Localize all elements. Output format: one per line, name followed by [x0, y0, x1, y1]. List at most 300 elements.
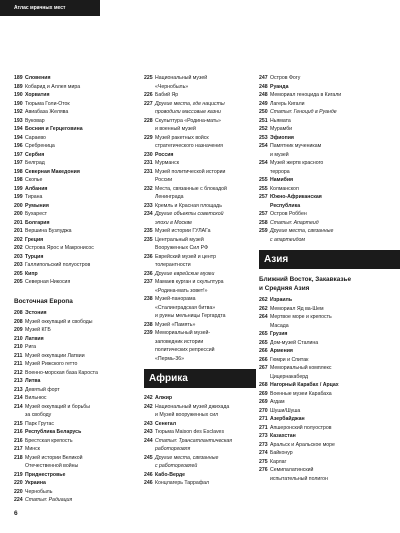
toc-entry-title: Дом-музей Сталина [270, 339, 319, 346]
toc-entry [14, 462, 140, 471]
toc-entry [259, 117, 391, 126]
toc-page-number: 218 [14, 454, 23, 461]
toc-page-number: 267 [259, 365, 268, 371]
toc-entry [14, 377, 140, 386]
toc-page-number: 273 [259, 441, 268, 448]
toc-entry-title: Военно-морская база Кароста [25, 369, 98, 376]
toc-page-number: 255 [259, 185, 268, 192]
toc-entry [259, 159, 391, 168]
toc-entry-title: Места, связанные с блокадой [155, 185, 227, 192]
toc-entry [14, 403, 140, 412]
toc-entry [14, 134, 140, 143]
toc-entry-title: Остров Роббен [270, 211, 307, 217]
toc-entry [14, 343, 140, 352]
toc-page-number [259, 373, 270, 382]
toc-page-number: 248 [259, 83, 268, 90]
toc-page-number: 257 [259, 194, 268, 200]
toc-entry [259, 364, 391, 373]
toc-page-number: 220 [14, 480, 23, 486]
running-header-title: Атлас мрачных мест [14, 5, 66, 11]
toc-entry-title: и Музей вооруженных сил [155, 412, 219, 418]
toc-entry [144, 462, 256, 471]
toc-entry-title: Семипалатинский [270, 467, 314, 473]
toc-page-number: 243 [144, 429, 153, 435]
region-subheading: и Средняя Азия [259, 285, 310, 292]
toc-entry-title: Намибия [270, 177, 294, 183]
toc-entry [144, 295, 256, 304]
toc-page-number: 266 [259, 348, 268, 354]
toc-entry-title: Сербия [25, 151, 45, 158]
toc-page-number: 210 [14, 344, 23, 350]
toc-page-number: 236 [144, 270, 153, 277]
toc-entry [14, 100, 140, 109]
toc-entry-title: Еврейский музей и центр [155, 253, 217, 260]
toc-page-number: 190 [14, 100, 23, 107]
toc-entry [259, 134, 391, 143]
toc-entry [144, 321, 256, 330]
toc-page-number: 268 [259, 382, 268, 388]
toc-page-number [144, 219, 155, 228]
toc-entry [259, 185, 391, 194]
toc-entry-title: эпохи в Москве [155, 219, 192, 226]
toc-entry-title: Колманскоп [270, 185, 299, 192]
toc-entry-title: Сребреница [25, 143, 55, 149]
toc-entry [259, 330, 391, 339]
toc-page-number: 202 [14, 245, 23, 251]
toc-page-number: 271 [259, 424, 268, 431]
toc-entry [14, 270, 140, 279]
toc-entry-title: Бухарест [25, 211, 48, 217]
toc-entry [259, 219, 391, 228]
toc-page-number: 247 [259, 75, 268, 81]
toc-page-number: 255 [259, 177, 268, 183]
toc-page-number [144, 142, 155, 151]
toc-entry [14, 159, 140, 168]
toc-page-number: 276 [259, 467, 268, 473]
toc-entry-title: Кобарид и Аллея мира [25, 83, 81, 90]
toc-entry [14, 445, 140, 454]
toc-entry [144, 125, 256, 134]
toc-page-number: 270 [259, 407, 268, 414]
toc-entry-title: Вершина Бузлуджа [25, 228, 72, 234]
toc-entry [14, 454, 140, 463]
toc-entry-title: Музей-панорама [155, 296, 196, 302]
toc-entry-title: Статья: Геноцид в Руанде [270, 109, 337, 115]
toc-entry-title: Украина [25, 480, 46, 486]
toc-entry-title: Агдам [270, 399, 285, 405]
toc-page-number: 274 [259, 450, 268, 456]
toc-entry [259, 151, 391, 160]
toc-page-number: 211 [14, 352, 23, 359]
toc-entry [14, 151, 140, 160]
toc-page-number [144, 304, 155, 313]
toc-page-number: 253 [259, 134, 268, 141]
toc-entry [14, 369, 140, 378]
toc-page-number: 264 [259, 314, 268, 320]
toc-entry-title: Концлагерь Таррафал [155, 480, 210, 486]
toc-entry [259, 466, 391, 475]
toc-page-number: 197 [14, 160, 23, 166]
toc-page-number: 214 [14, 395, 23, 401]
toc-entry [259, 193, 391, 202]
toc-page-number: 262 [259, 297, 268, 303]
toc-entry [144, 236, 256, 245]
toc-entry [14, 125, 140, 134]
toc-entry [259, 339, 391, 348]
toc-entry-title: Мурамби [270, 126, 293, 132]
toc-entry-title: Статья: Апартеид [270, 219, 319, 226]
toc-page-number: 211 [14, 361, 23, 367]
toc-entry-title: Аральск и Аральское море [270, 441, 335, 448]
toc-entry-title: Шуши/Шуша [270, 407, 301, 414]
toc-entry [259, 227, 391, 236]
toc-page-number: 254 [259, 160, 268, 166]
toc-page-number: 190 [14, 92, 23, 98]
toc-entry-title: Белград [25, 160, 45, 166]
toc-column-2 [144, 74, 256, 488]
toc-entry [259, 83, 391, 92]
toc-entry [144, 338, 256, 347]
toc-entry [144, 83, 256, 92]
toc-entry [144, 108, 256, 117]
toc-entry [259, 424, 391, 433]
toc-entry-title: с апартеидом [270, 236, 305, 243]
toc-entry-title: «Пермь-36» [155, 355, 185, 362]
toc-page-number: 229 [144, 134, 153, 141]
toc-entry-title: Вильнюс [25, 395, 47, 401]
toc-entry [259, 441, 391, 450]
toc-entry [14, 185, 140, 194]
toc-entry [144, 471, 256, 480]
toc-page-number: 232 [144, 185, 153, 192]
toc-page-number: 230 [144, 151, 153, 158]
toc-page-number: 246 [144, 480, 153, 486]
toc-entry [14, 335, 140, 344]
toc-page-number: 214 [14, 403, 23, 410]
toc-entry [14, 394, 140, 403]
toc-entry-title: политических репрессий [155, 347, 215, 353]
toc-page-number: 271 [259, 416, 268, 422]
toc-page-number: 205 [14, 279, 23, 285]
toc-entry-title: и военный музей [155, 126, 196, 132]
toc-entry [144, 159, 256, 168]
toc-entry-title: Босния и Герцеговина [25, 126, 83, 132]
toc-page-number: 231 [144, 160, 153, 166]
toc-entry [144, 142, 256, 151]
toc-page-number: 193 [14, 117, 23, 124]
toc-entry-title: Музей политической истории [155, 168, 226, 175]
toc-entry-title: Литва [25, 378, 41, 384]
toc-entry-title: проводили массовые казни [155, 109, 221, 115]
toc-page-number: 252 [259, 126, 268, 132]
toc-entry-title: Отечественной войны [25, 463, 79, 469]
toc-entry [144, 346, 256, 355]
toc-entry-title: Музей жертв красного [270, 160, 324, 166]
toc-entry-title: Другие еврейские музеи [155, 270, 215, 277]
toc-entry-title: Армения [270, 348, 293, 354]
toc-entry [144, 355, 256, 364]
toc-entry [14, 479, 140, 488]
toc-page-number: 262 [259, 305, 268, 312]
toc-entry-title: Музей «Память» [155, 321, 196, 328]
toc-page-number: 215 [14, 420, 23, 427]
toc-page-number: 233 [144, 202, 153, 209]
section-heading: Африка [144, 369, 256, 388]
toc-page-number [144, 125, 155, 134]
toc-page-number: 198 [14, 177, 23, 183]
toc-entry [144, 176, 256, 185]
toc-entry-title: Тюрьма Maison des Esclaves [155, 429, 225, 435]
toc-entry-title: Острова Ярос и Макронисос [25, 245, 94, 251]
toc-page-number [144, 244, 155, 253]
toc-entry [259, 202, 391, 211]
toc-entry-title: стратегического назначения [155, 143, 223, 149]
toc-entry-title: «Родина-мать зовет!» [155, 287, 208, 294]
toc-page-number: 219 [14, 471, 23, 478]
toc-entry [259, 390, 391, 399]
toc-entry-title: Музей Рижского гетто [25, 361, 78, 367]
toc-page-number [144, 193, 155, 202]
toc-entry [259, 125, 391, 134]
toc-entry-title: Ньямата [270, 117, 291, 124]
toc-entry [259, 296, 391, 305]
toc-entry-title: Минск [25, 446, 40, 452]
toc-entry [259, 322, 391, 331]
toc-entry-title: Мамаев курган и скульптура [155, 279, 224, 285]
toc-entry-title: Вооруженных Сил РФ [155, 245, 209, 251]
toc-page-number: 259 [259, 228, 268, 234]
toc-page-number: 203 [14, 262, 23, 268]
toc-page-number: 200 [14, 202, 23, 209]
toc-page-number: 269 [259, 390, 268, 397]
toc-entry-title: Тюрьма Голи-Оток [25, 100, 70, 107]
toc-page-number: 199 [14, 194, 23, 200]
toc-entry-title: Байконур [270, 450, 293, 456]
toc-page-number: 200 [14, 211, 23, 217]
toc-page-number: 265 [259, 331, 268, 337]
toc-entry-title: Музей оккупаций и свободы [25, 318, 93, 325]
toc-page-number: 265 [259, 339, 268, 346]
toc-entry [14, 83, 140, 92]
toc-page-number: 213 [14, 378, 23, 384]
toc-entry [259, 398, 391, 407]
toc-entry [14, 219, 140, 228]
toc-entry [259, 432, 391, 441]
toc-entry-title: Вуковар [25, 117, 45, 124]
toc-page-number: 243 [144, 420, 153, 427]
toc-entry-title: Другие объекты советской [155, 211, 224, 217]
toc-entry [144, 253, 256, 262]
toc-entry [259, 475, 391, 484]
toc-entry-title: Мурманск [155, 160, 179, 166]
toc-entry [14, 326, 140, 335]
toc-entry-title: Ленинграда [155, 194, 184, 200]
toc-entry-title: Приднестровье [25, 471, 66, 478]
toc-page-number: 245 [144, 454, 153, 461]
toc-page-number: 235 [144, 236, 153, 243]
toc-entry [14, 74, 140, 83]
toc-entry [259, 415, 391, 424]
toc-page-number: 198 [14, 168, 23, 175]
toc-entry [144, 329, 256, 338]
toc-entry-title: Статья: Трансатлантическая [155, 437, 232, 444]
toc-entry-title: Сенегал [155, 420, 176, 427]
toc-page-number: 197 [14, 151, 23, 158]
toc-entry-title: и руины мельницы Гергардта [155, 313, 226, 319]
toc-entry [14, 278, 140, 287]
toc-page-number [14, 411, 25, 420]
toc-column-1 [14, 74, 140, 505]
toc-page-number: 213 [14, 386, 23, 393]
toc-entry-title: Южно-Африканская [270, 194, 322, 200]
toc-entry-title: Словения [25, 75, 51, 81]
toc-entry-title: Северная Никосия [25, 279, 71, 285]
toc-entry [14, 142, 140, 151]
toc-page-number: 244 [144, 437, 153, 444]
toc-entry-title: «Чернобыль» [155, 83, 189, 90]
toc-page-number [144, 83, 155, 92]
toc-entry-title: Парк Грутас [25, 420, 54, 427]
toc-entry [144, 202, 256, 211]
toc-entry-title: Скопье [25, 177, 43, 183]
toc-page-number: 202 [14, 236, 23, 243]
toc-page-number [14, 462, 25, 471]
toc-entry [144, 261, 256, 270]
toc-page-number: 273 [259, 433, 268, 439]
toc-page-number: 231 [144, 168, 153, 175]
toc-page-number: 220 [14, 488, 23, 495]
toc-page-number: 199 [14, 185, 23, 192]
toc-entry-title: России [155, 177, 173, 183]
toc-entry-title: Девятый форт [25, 386, 60, 393]
toc-entry [144, 193, 256, 202]
toc-entry-title: Апшеронский полуостров [270, 424, 332, 431]
toc-entry [14, 352, 140, 361]
toc-entry-title: Турция [25, 253, 44, 260]
toc-entry-title: Республика [270, 202, 301, 209]
toc-entry [259, 74, 391, 83]
toc-entry-title: Другие места, где нацисты [155, 100, 225, 107]
toc-page-number [144, 108, 155, 117]
toc-entry [259, 347, 391, 356]
toc-page-number: 249 [259, 100, 268, 107]
toc-entry-title: Казахстан [270, 433, 296, 439]
toc-entry-title: Греция [25, 236, 44, 243]
toc-entry [14, 244, 140, 253]
toc-page-number [144, 462, 155, 471]
toc-entry [14, 437, 140, 446]
toc-entry [259, 91, 391, 100]
toc-entry-title: за свободу [25, 412, 52, 418]
toc-page-number: 248 [259, 92, 268, 98]
region-subheading: Восточная Европа [14, 298, 73, 305]
section-heading: Азия [259, 250, 400, 269]
toc-entry [14, 253, 140, 262]
toc-entry [144, 227, 256, 236]
toc-entry [14, 261, 140, 270]
toc-entry-title: Мертвое море и крепость [270, 314, 332, 320]
toc-entry [259, 142, 391, 151]
toc-entry-title: Другие места, связанные [155, 454, 219, 461]
toc-entry [14, 471, 140, 480]
toc-entry-title: Музей ракетных войск [155, 134, 209, 141]
toc-page-number: 238 [144, 296, 153, 302]
toc-page-number: 209 [14, 327, 23, 333]
toc-entry [144, 428, 256, 437]
toc-entry [144, 270, 256, 279]
toc-entry-title: Музей КГБ [25, 327, 51, 333]
toc-entry-title: Мемориал Яд ва-Шем [270, 305, 324, 312]
toc-entry-title: Хорватия [25, 92, 50, 98]
page-number: 6 [14, 510, 18, 517]
toc-page-number: 257 [259, 211, 268, 217]
toc-entry [144, 454, 256, 463]
toc-entry-title: Цицернакаберд [270, 373, 309, 380]
toc-entry [14, 176, 140, 185]
toc-page-number [144, 346, 155, 355]
toc-entry [14, 117, 140, 126]
toc-entry [144, 304, 256, 313]
toc-page-number: 216 [14, 429, 23, 435]
toc-page-number: 242 [144, 395, 153, 401]
toc-page-number: 275 [259, 458, 268, 465]
toc-page-number [259, 202, 270, 211]
toc-entry-title: Израиль [270, 297, 293, 303]
toc-entry [259, 356, 391, 365]
toc-page-number: 254 [259, 143, 268, 149]
toc-page-number [144, 176, 155, 185]
toc-entry [14, 108, 140, 117]
toc-entry-title: Румыния [25, 202, 49, 209]
toc-entry-title: Музей истории Великой [25, 454, 83, 461]
toc-entry-title: Кремль и Красная площадь [155, 202, 222, 209]
toc-entry-title: Алжир [155, 395, 173, 401]
toc-page-number: 236 [144, 253, 153, 260]
toc-page-number: 216 [14, 437, 23, 444]
toc-page-number [144, 445, 155, 454]
toc-page-number [144, 355, 155, 364]
spacer [14, 287, 140, 296]
toc-entry [259, 381, 391, 390]
toc-page-number: 258 [259, 219, 268, 226]
toc-page-number: 269 [259, 399, 268, 405]
toc-entry-title: Авиабаза Желява [25, 109, 69, 115]
toc-page-number: 224 [14, 497, 23, 503]
toc-page-number [144, 312, 155, 321]
toc-page-number: 242 [144, 403, 153, 410]
toc-entry-title: Северная Македония [25, 168, 80, 175]
toc-entry-title: с работорговлей [155, 463, 198, 469]
toc-entry [14, 360, 140, 369]
toc-entry-title: Тирана [25, 194, 43, 200]
toc-entry-title: Сараево [25, 134, 46, 141]
toc-entry [144, 185, 256, 194]
toc-page-number: 226 [144, 92, 153, 98]
toc-entry-title: террора [270, 168, 290, 175]
toc-entry [14, 488, 140, 497]
toc-entry-title: Национальный музей джихада [155, 403, 230, 410]
toc-entry [144, 210, 256, 219]
toc-entry-title: Болгария [25, 219, 50, 226]
toc-page-number [144, 261, 155, 270]
toc-entry-title: работорговля [155, 446, 191, 452]
toc-entry-title: Национальный музей [155, 75, 208, 81]
toc-page-number: 246 [144, 471, 153, 478]
toc-entry-title: Чернобыль [25, 488, 53, 495]
toc-entry [144, 445, 256, 454]
toc-page-number: 250 [259, 109, 268, 115]
toc-entry-title: Россия [155, 151, 174, 158]
